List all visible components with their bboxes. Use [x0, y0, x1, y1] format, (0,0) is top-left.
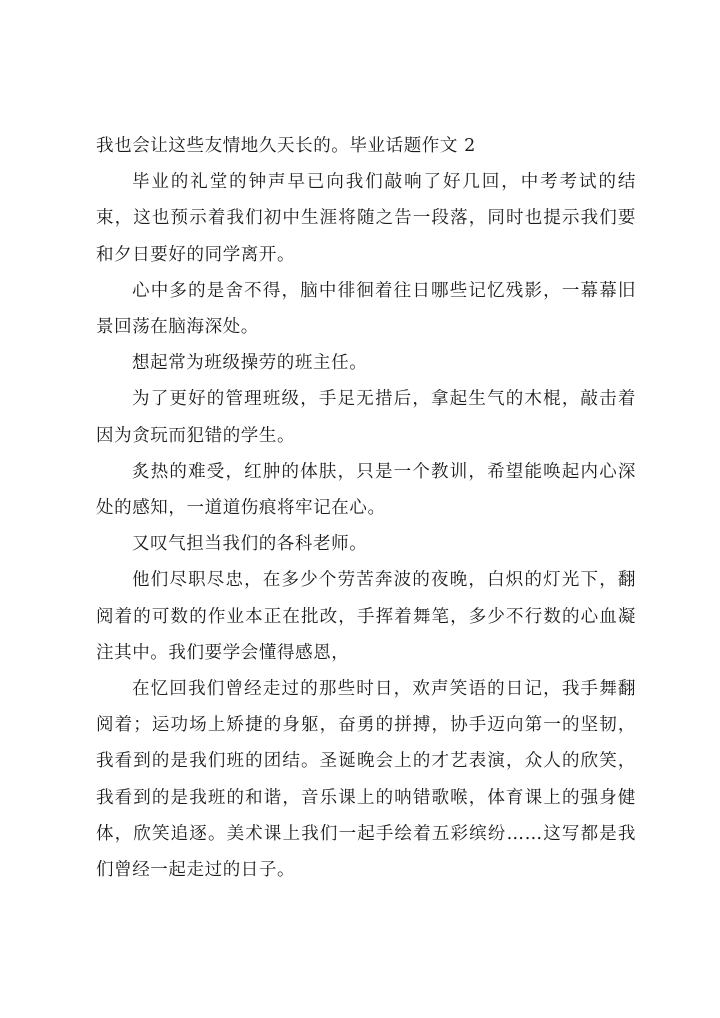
- paragraph-8: 他们尽职尽忠，在多少个劳苦奔波的夜晚，白炽的灯光下，翻阅着的可数的作业本正在批改，手挥着舞笔，多少不行数的心血凝注其中。我们要学会懂得感恩，: [96, 570, 636, 663]
- paragraph-3: 心中多的是舍不得，脑中徘徊着往日哪些记忆残影，一幕幕旧景回荡在脑海深处。: [96, 280, 636, 338]
- paragraph-5: 为了更好的管理班级，手足无措后，拿起生气的木棍，敲击着因为贪玩而犯错的学生。: [96, 389, 636, 446]
- paragraph-1: 我也会让这些友情地久天长的。毕业话题作文 2: [96, 136, 476, 156]
- paragraph-4: 想起常为班级操劳的班主任。: [132, 353, 368, 374]
- document-body: [96, 128, 636, 888]
- paragraph-6: 炙热的难受，红肿的体肤，只是一个教训，希望能唤起内心深处的感知，一道道伤痕将牢记在心。: [96, 461, 636, 519]
- paragraph-9: 在忆回我们曾经走过的那些时日，欢声笑语的日记，我手舞翻阅着；运功场上矫捷的身躯，奋勇的拼搏，协手迈向第一的坚韧，我看到的是我们班的团结。圣诞晚会上的才艺表演，众人的欣笑，我看到的是我班的和谐，音乐课上的呐错歌喉，体育课上的强身健体，欣笑追逐。美术课上我们一起手绘着五彩缤纷……这写都是我们曾经一起走过的日子。: [96, 679, 636, 881]
- paragraph-2: 毕业的礼堂的钟声早已向我们敲响了好几回，中考考试的结束，这也预示着我们初中生涯将随之告一段落，同时也提示我们要和夕日要好的同学离开。: [96, 172, 636, 265]
- paragraph-7: 又叹气担当我们的各科老师。: [132, 534, 368, 555]
